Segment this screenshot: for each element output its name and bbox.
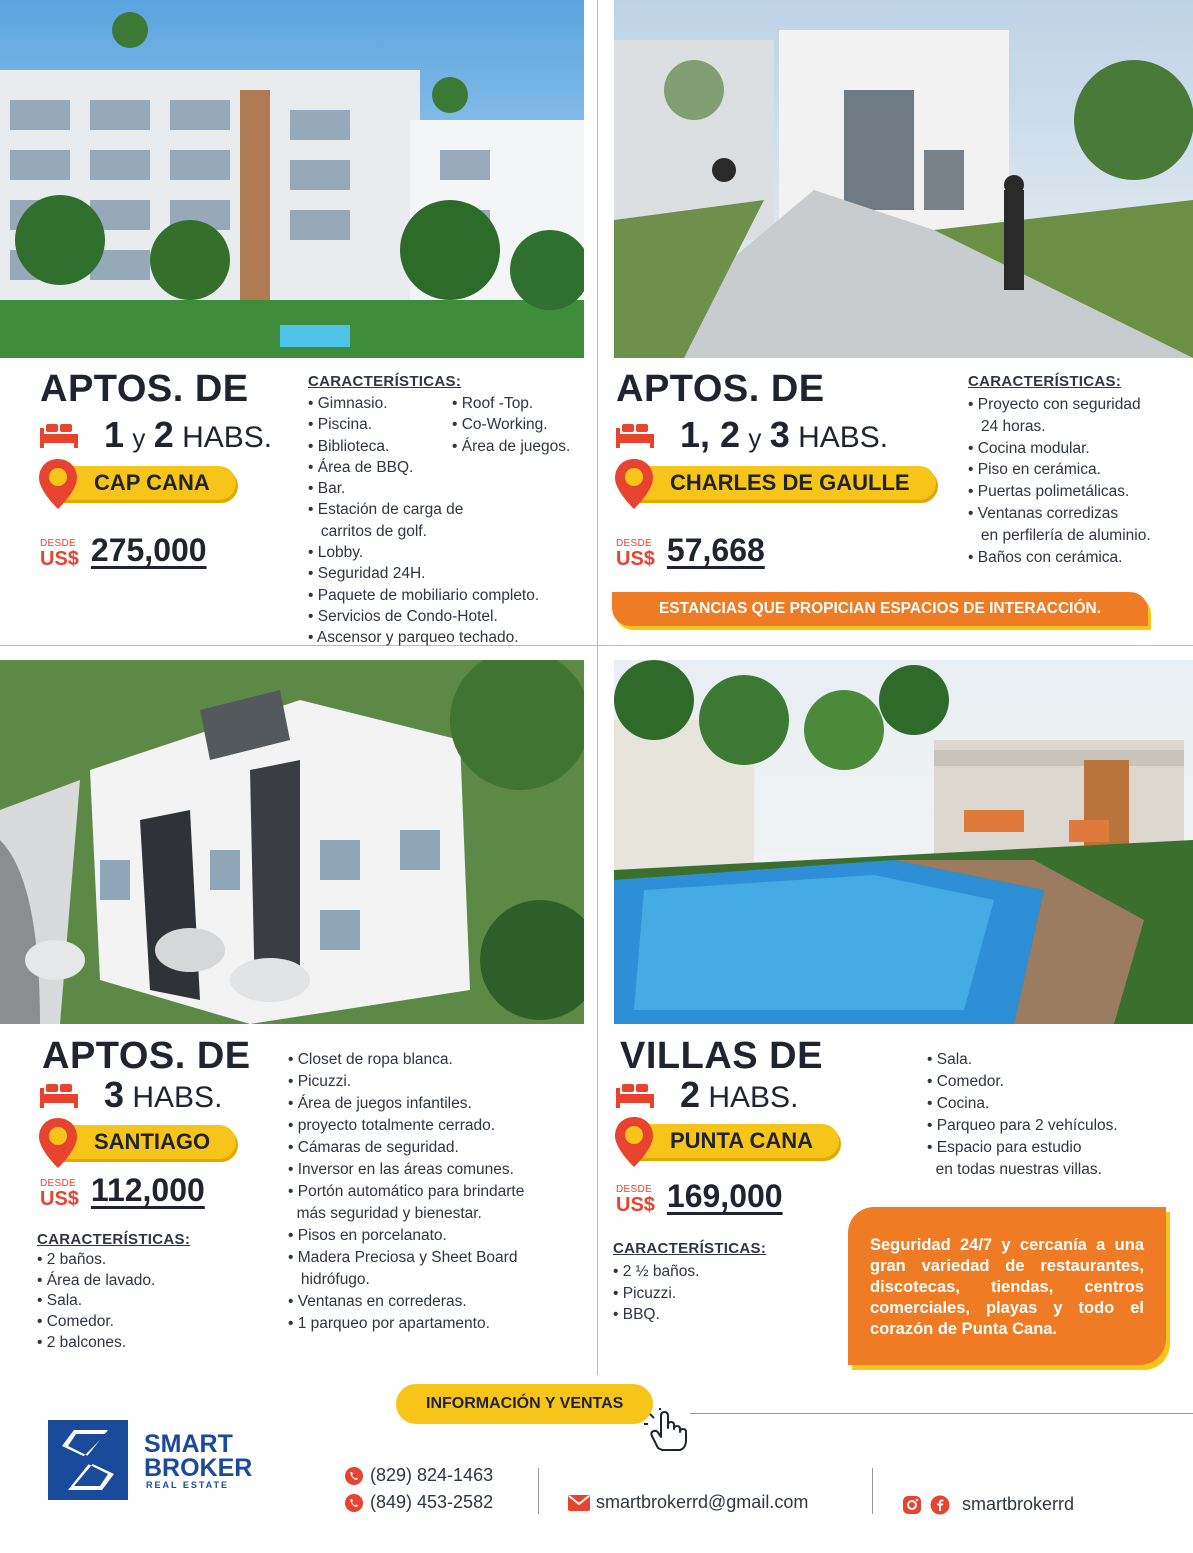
list-item: • Piscina. (308, 416, 373, 434)
list-item: • Área de BBQ. (308, 458, 414, 476)
list-item: • Proyecto con seguridad (968, 396, 1141, 413)
price-value: 57,668 (666, 532, 765, 568)
instagram-icon (902, 1495, 922, 1515)
whatsapp-icon (344, 1466, 364, 1486)
listing2-price (616, 532, 765, 569)
price-desde: DESDE (40, 538, 76, 549)
listing4-title: VILLAS DE (620, 1035, 823, 1077)
list-item: • Piso en cerámica. (968, 461, 1101, 479)
list-item: • Cámaras de seguridad. (288, 1139, 459, 1156)
listing3-features-heading: CARACTERÍSTICAS: (37, 1231, 191, 1248)
charles-de-gaulle-building-photo (614, 0, 1193, 358)
social-contact[interactable] (902, 1494, 1074, 1515)
list-item: • proyecto totalmente cerrado. (288, 1117, 496, 1134)
location-pin-icon (614, 458, 654, 510)
phone-1-text: (829) 824-1463 (370, 1465, 494, 1485)
list-item: • Biblioteca. (308, 437, 390, 455)
list-item: en perfilería de aluminio. (968, 526, 1151, 544)
location-label: CAP CANA (60, 466, 236, 500)
price-value: 112,000 (90, 1172, 205, 1208)
price-currency: US$ (616, 548, 655, 570)
punta-cana-villa-photo (614, 660, 1193, 1024)
bed-icon (616, 422, 654, 448)
price-currency: US$ (40, 548, 79, 570)
listing4-price (616, 1178, 783, 1215)
list-item: • Lobby. (308, 544, 364, 562)
listing3-features-extra (288, 1049, 524, 1335)
brand-name-line1: SMART (144, 1430, 233, 1458)
hand-pointer-icon (644, 1408, 692, 1452)
vertical-divider (597, 0, 598, 1375)
list-item: • Ventanas corredizas (968, 504, 1119, 522)
list-item: • Ascensor y parqueo techado. (308, 629, 519, 647)
listing1-price (40, 532, 207, 569)
brand-name-line2: BROKER (144, 1454, 253, 1482)
list-item: • Portón automático para brindarte (288, 1183, 525, 1200)
phone-2-text: (849) 453-2582 (370, 1492, 494, 1512)
phone-1[interactable] (344, 1465, 493, 1486)
list-item: • Bar. (308, 480, 346, 498)
list-item: hidrófugo. (288, 1271, 370, 1288)
price-desde: DESDE (40, 1178, 76, 1189)
list-item: • Estación de carga de (308, 501, 464, 519)
list-item: • Puertas polimetálicas. (968, 483, 1130, 501)
social-handle-text: smartbrokerrd (962, 1494, 1075, 1514)
list-item: • Pisos en porcelanato. (288, 1227, 447, 1244)
price-currency: US$ (616, 1194, 655, 1216)
list-item: • BBQ. (613, 1306, 660, 1323)
list-item: • Inversor en las áreas comunes. (288, 1161, 514, 1178)
list-item: • Picuzzi. (288, 1073, 352, 1090)
price-desde: DESDE (616, 1184, 652, 1195)
listing3-features (37, 1250, 155, 1354)
list-item: en todas nuestras villas. (927, 1161, 1102, 1178)
bed-icon (40, 422, 78, 448)
list-item: • 2 baños. (37, 1251, 107, 1268)
list-item: • Parqueo para 2 vehículos. (927, 1117, 1118, 1134)
email-text: smartbrokerrd@gmail.com (596, 1492, 809, 1512)
location-pin-icon (38, 458, 78, 510)
listing3-rooms: 3 HABS. (40, 1074, 222, 1116)
list-item: • Seguridad 24H. (308, 565, 426, 583)
location-pin-icon (614, 1116, 654, 1168)
listing2-title: APTOS. DE (616, 368, 825, 410)
list-item: • Comedor. (927, 1073, 1004, 1090)
list-item: • Baños con cerámica. (968, 548, 1123, 566)
listing1-features-col2 (452, 393, 570, 457)
price-value: 169,000 (666, 1178, 783, 1214)
listing1-rooms: 1 y 2 HABS. (40, 414, 272, 456)
footer-separator (872, 1468, 873, 1514)
list-item: • Cocina modular. (968, 439, 1090, 457)
facebook-icon (930, 1495, 950, 1515)
list-item: • 2 ½ baños. (613, 1263, 700, 1280)
list-item: • Espacio para estudio (927, 1139, 1082, 1156)
listing3-title: APTOS. DE (42, 1035, 251, 1077)
horizontal-divider (0, 645, 1193, 646)
brand-tagline: REAL ESTATE (146, 1480, 230, 1490)
listing4-features-heading: CARACTERÍSTICAS: (613, 1240, 767, 1257)
location-label: CHARLES DE GAULLE (636, 466, 936, 500)
info-sales-button[interactable]: INFORMACIÓN Y VENTAS (396, 1384, 653, 1424)
listing2-banner: ESTANCIAS QUE PROPICIAN ESPACIOS DE INTERACCIÓN. (612, 592, 1148, 626)
footer-divider (690, 1413, 1193, 1414)
email-contact[interactable] (568, 1492, 808, 1513)
listing2-features-heading: CARACTERÍSTICAS: (968, 373, 1122, 390)
listing4-features (613, 1261, 699, 1326)
list-item: más seguridad y bienestar. (288, 1205, 482, 1222)
cap-cana-building-photo (0, 0, 584, 358)
envelope-icon (568, 1495, 590, 1511)
list-item: 24 horas. (968, 417, 1046, 435)
list-item: • Ventanas en correderas. (288, 1293, 467, 1310)
price-desde: DESDE (616, 538, 652, 549)
listing4-features-extra (927, 1049, 1118, 1181)
list-item: • Closet de ropa blanca. (288, 1051, 453, 1068)
list-item: • Cocina. (927, 1095, 990, 1112)
bed-icon (616, 1082, 654, 1108)
price-value: 275,000 (90, 532, 207, 568)
list-item: • Área de juegos infantiles. (288, 1095, 472, 1112)
list-item: • Sala. (37, 1292, 83, 1310)
list-item: • Paquete de mobiliario completo. (308, 586, 540, 604)
listing1-features-heading: CARACTERÍSTICAS: (308, 373, 462, 390)
list-item: • Gimnasio. (308, 395, 388, 412)
listing2-features (968, 394, 1151, 568)
location-label: PUNTA CANA (636, 1124, 839, 1158)
location-pin-icon (38, 1117, 78, 1169)
list-item: • Comedor. (37, 1313, 114, 1331)
footer-separator (538, 1468, 539, 1514)
list-item: • 1 parqueo por apartamento. (288, 1315, 490, 1332)
list-item: • Área de lavado. (37, 1271, 156, 1289)
bed-icon (40, 1082, 78, 1108)
phone-2[interactable] (344, 1492, 493, 1513)
smart-broker-logo-mark (48, 1420, 128, 1500)
list-item: • 2 balcones. (37, 1333, 127, 1351)
list-item: • Roof -Top. (452, 395, 534, 412)
list-item: • Área de juegos. (452, 437, 571, 455)
santiago-building-photo (0, 660, 584, 1024)
list-item: • Picuzzi. (613, 1284, 677, 1302)
list-item: carritos de golf. (308, 522, 427, 540)
list-item: • Madera Preciosa y Sheet Board (288, 1249, 518, 1266)
listing4-highlight-box: Seguridad 24/7 y cercanía a una gran variedad de restaurantes, discotecas, tiendas, centros comerciales, playas y todo el corazón de Punta Cana. (848, 1207, 1166, 1365)
listing1-title: APTOS. DE (40, 368, 249, 410)
whatsapp-icon (344, 1493, 364, 1513)
location-label: SANTIAGO (60, 1125, 236, 1159)
list-item: • Servicios de Condo-Hotel. (308, 607, 498, 625)
listing3-price (40, 1172, 205, 1209)
list-item: • Sala. (927, 1051, 973, 1068)
list-item: • Co-Working. (452, 416, 548, 434)
listing4-rooms: 2 HABS. (616, 1074, 798, 1116)
price-currency: US$ (40, 1188, 79, 1210)
listing2-rooms: 1, 2 y 3 HABS. (616, 414, 888, 456)
